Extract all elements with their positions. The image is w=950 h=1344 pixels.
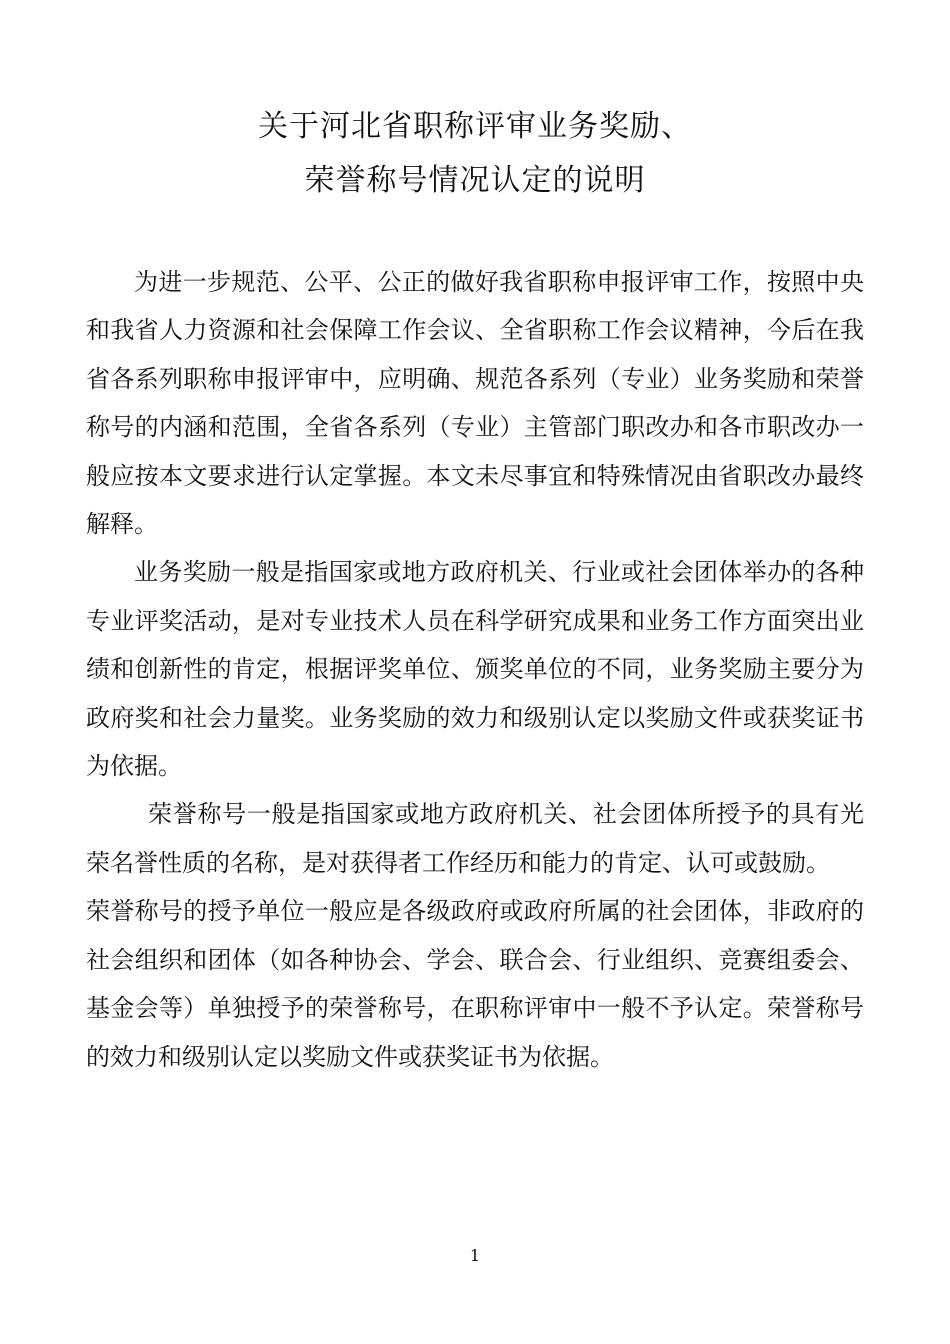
paragraph-purpose: 为进一步规范、公平、公正的做好我省职称申报评审工作，按照中央和我省人力资源和社会保障工作会议、全省职称工作会议精神，今后在我省各系列职称申报评审中，应明确、规范各系列（专业）业务奖励和荣誉称号的内涵和范围，全省各系列（专业）主管部门职改办和各市职改办一般应按本文要求进行认定掌握。本文未尽事宜和特殊情况由省职改办最终解释。 [86,268,864,539]
document-title [0,100,950,208]
title-line-2: 荣誉称号情况认定的说明 [304,163,646,198]
paragraph-honorary-titles: 荣誉称号一般是指国家或地方政府机关、社会团体所授予的具有光荣名誉性质的名称，是对获得者工作经历和能力的肯定、认可或鼓励。 [86,800,864,877]
paragraph-business-awards: 业务奖励一般是指国家或地方政府机关、行业或社会团体举办的各种专业评奖活动，是对专业技术人员在科学研究成果和业务工作方面突出业绩和创新性的肯定，根据评奖单位、颁奖单位的不同，业务奖励主要分为政府奖和社会力量奖。业务奖励的效力和级别认定以奖励文件或获奖证书为依据。 [86,558,864,781]
title-line-1: 关于河北省职称评审业务奖励、 [258,109,692,144]
document-body [86,258,864,1081]
page-number: 1 [469,1246,481,1265]
paragraph-honorary-grantors: 荣誉称号的授予单位一般应是各级政府或政府所属的社会团体，非政府的社会组织和团体（如各种协会、学会、联合会、行业组织、竞赛组委会、基金会等）单独授予的荣誉称号，在职称评审中一般不予认定。荣誉称号的效力和级别认定以奖励文件或获奖证书为依据。 [86,897,864,1071]
